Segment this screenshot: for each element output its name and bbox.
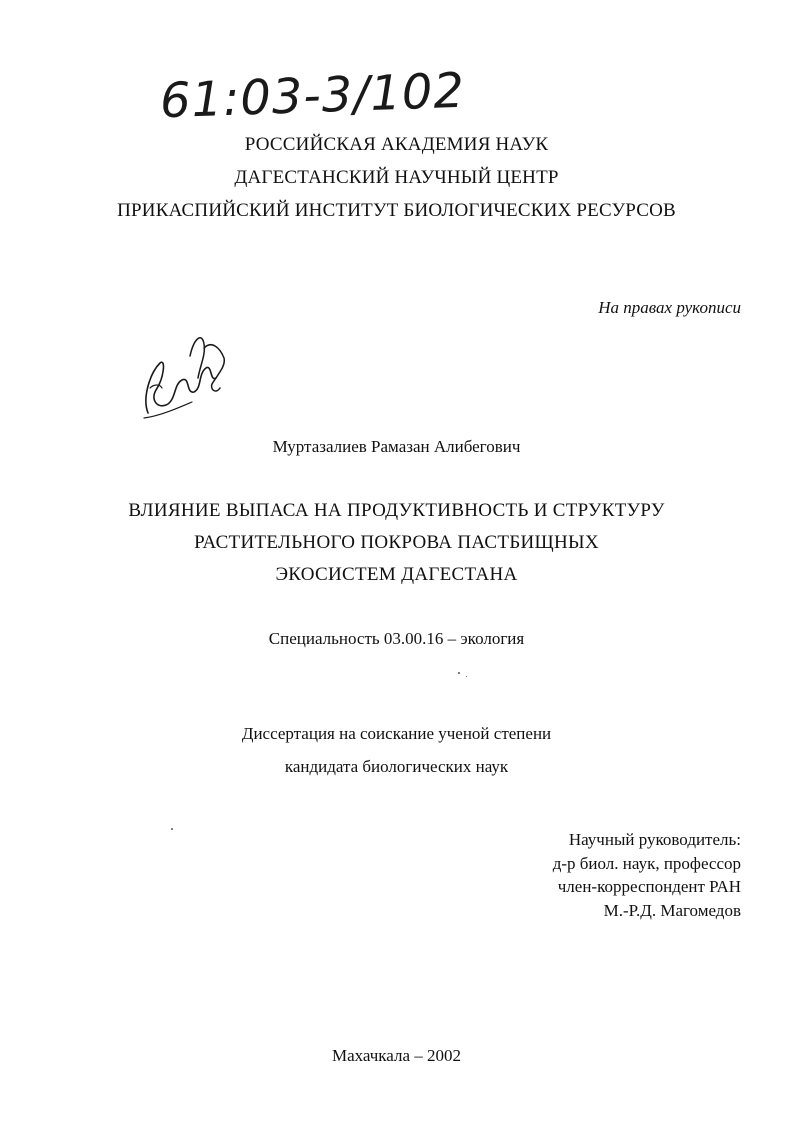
scan-speck — [458, 672, 460, 674]
org-line-academy: РОССИЙСКАЯ АКАДЕМИЯ НАУК — [244, 134, 549, 155]
rights-note: На правах рукописи — [598, 298, 741, 317]
title-line-2: РАСТИТЕЛЬНОГО ПОКРОВА ПАСТБИЩНЫХ — [194, 532, 599, 553]
specialty: Специальность 03.00.16 – экология — [268, 629, 525, 648]
dissertation-line-2: кандидата биологических наук — [284, 757, 509, 776]
supervisor-block — [553, 828, 741, 922]
scan-speck — [466, 676, 467, 677]
signature-image — [120, 318, 240, 428]
title-line-1: ВЛИЯНИЕ ВЫПАСА НА ПРОДУКТИВНОСТЬ И СТРУКТУРУ — [128, 500, 665, 521]
dissertation-line-1: Диссертация на соискание ученой степени — [241, 724, 552, 743]
org-line-center: ДАГЕСТАНСКИЙ НАУЧНЫЙ ЦЕНТР — [234, 167, 559, 188]
place-year: Махачкала – 2002 — [331, 1046, 462, 1065]
supervisor-label: Научный руководитель: — [568, 830, 741, 849]
scan-speck — [171, 828, 173, 830]
supervisor-name: М.-Р.Д. Магомедов — [603, 900, 741, 920]
archive-code-handwritten: 61:03-3/102 — [159, 62, 466, 130]
org-line-institute: ПРИКАСПИЙСКИЙ ИНСТИТУТ БИОЛОГИЧЕСКИХ РЕСУРСОВ — [117, 200, 676, 221]
author-name: Муртазалиев Рамазан Алибегович — [272, 437, 521, 456]
supervisor-degree: д-р биол. наук, профессор — [552, 853, 741, 873]
supervisor-rank: член-корреспондент РАН — [557, 877, 741, 896]
title-line-3: ЭКОСИСТЕМ ДАГЕСТАНА — [275, 564, 518, 585]
